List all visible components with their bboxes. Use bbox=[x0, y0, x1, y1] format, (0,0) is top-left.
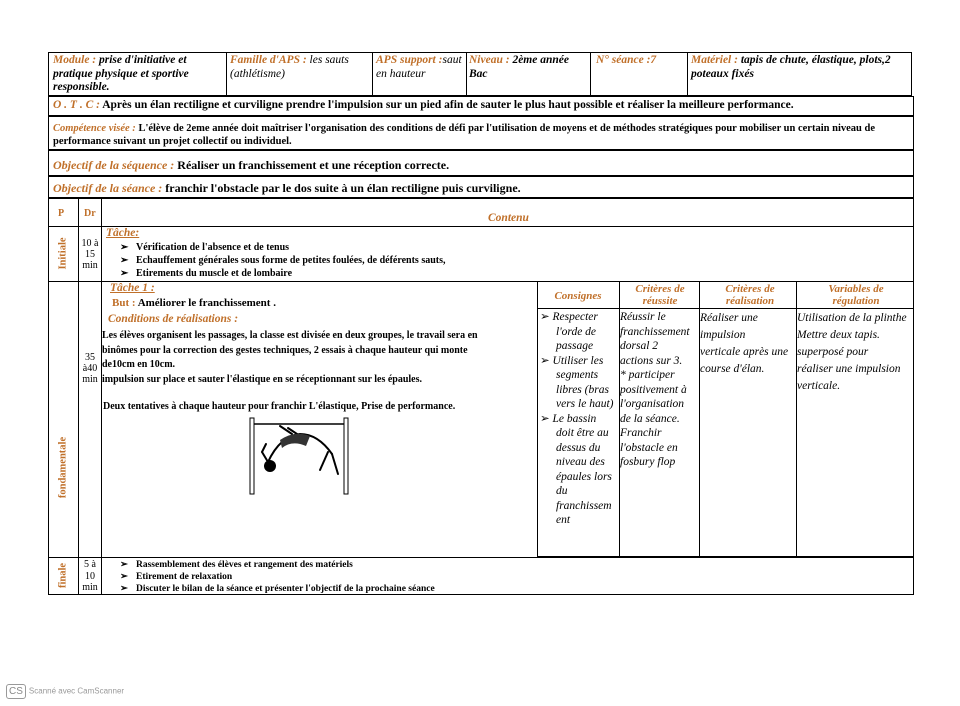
col-criteres-reussite: Critères de réussite bbox=[635, 283, 685, 307]
fond-but bbox=[112, 297, 276, 309]
consigne-line: épaules lors bbox=[556, 470, 612, 483]
otc-text: Après un élan rectiligne et curviligne prendre l'impulsion sur un pied afin de sauter le plus haut possible et réaliser la meilleure performance. bbox=[102, 99, 794, 111]
duree-finale-3: min bbox=[82, 582, 98, 593]
list-item: ➢ Etirement de relaxation bbox=[120, 572, 233, 582]
objectif-sequence-cell bbox=[53, 158, 449, 173]
reussite-line: l'organisation bbox=[620, 398, 685, 410]
header-p: P bbox=[58, 208, 65, 219]
conditions-label: Conditions de réalisations : bbox=[108, 313, 239, 325]
list-item: ➢ Echauffement générales sous forme de petites foulées, de déférents sauts, bbox=[120, 255, 446, 266]
list-item: ➢ Vérification de l'absence et de tenus bbox=[120, 242, 290, 253]
materiel-cell bbox=[691, 54, 909, 81]
phase-initiale: Initiale bbox=[57, 237, 69, 270]
arrow-icon: ➢ bbox=[540, 412, 550, 425]
reussite-line: * participer bbox=[620, 369, 675, 381]
reussite-line: fosbury flop bbox=[620, 456, 676, 468]
competence-label: Compétence visée : bbox=[53, 123, 136, 134]
otc-cell bbox=[53, 99, 913, 113]
module-label: Module : bbox=[53, 54, 97, 66]
seance-cell bbox=[596, 54, 686, 68]
consigne-line: niveau des bbox=[556, 456, 605, 468]
consigne-line: libres (bras bbox=[556, 383, 609, 396]
niveau-value: 2ème année Bac bbox=[469, 54, 569, 80]
variables-line: Utilisation de la plinthe bbox=[797, 312, 907, 324]
realisation-line: Réaliser une bbox=[700, 312, 758, 324]
realisation-line: course d'élan. bbox=[700, 363, 765, 375]
reussite-line: actions sur 3. bbox=[620, 354, 683, 367]
duree-initiale-1: 10 à bbox=[81, 238, 99, 249]
duree-initiale bbox=[79, 238, 101, 271]
aps-label: APS support : bbox=[376, 54, 443, 66]
col-consignes: Consignes bbox=[554, 290, 602, 302]
duree-fond-2: à40 bbox=[82, 363, 98, 374]
consigne-item: ➢ Le bassin bbox=[540, 412, 597, 425]
tentatives-text: Deux tentatives à chaque hauteur pour franchir L'élastique, Prise de performance. bbox=[103, 401, 456, 412]
arrow-icon: ➢ bbox=[120, 584, 128, 594]
arrow-icon: ➢ bbox=[120, 255, 129, 266]
reussite-line: franchissement bbox=[620, 325, 690, 338]
consigne-line: l'orde de bbox=[556, 325, 597, 338]
arrow-icon: ➢ bbox=[540, 354, 550, 367]
consigne-item: ➢ Respecter bbox=[540, 311, 598, 323]
camscanner-watermark bbox=[6, 684, 124, 699]
reussite-line: dorsal 2 bbox=[620, 340, 659, 352]
seance-label: N° séance : bbox=[596, 54, 651, 66]
arrow-icon: ➢ bbox=[540, 311, 550, 323]
conditions-line: binômes pour la correction des gestes techniques, 2 essais à chaque hauteur qui monte bbox=[102, 344, 468, 356]
variables-line: verticale. bbox=[797, 380, 841, 392]
objectif-seance-label: Objectif de la séance : bbox=[53, 181, 163, 195]
realisation-text bbox=[700, 310, 797, 378]
phase-fondamentale: fondamentale bbox=[57, 436, 69, 499]
arrow-icon: ➢ bbox=[120, 242, 129, 253]
initiale-list bbox=[120, 241, 446, 280]
camscanner-logo: CS bbox=[6, 684, 26, 699]
famille-value: les sauts (athlétisme) bbox=[230, 54, 349, 80]
module-cell bbox=[53, 54, 223, 95]
otc-label: O . T . C : bbox=[53, 99, 100, 111]
phase-finale: finale bbox=[57, 562, 69, 589]
variables-line: superposé pour bbox=[797, 346, 869, 358]
arrow-icon: ➢ bbox=[120, 560, 128, 570]
niveau-label: Niveau : bbox=[469, 54, 510, 66]
consigne-line: dessus du bbox=[556, 441, 601, 454]
famille-cell bbox=[230, 54, 370, 81]
consignes-list bbox=[540, 310, 613, 528]
competence-text: L'élève de 2eme année doit maîtriser l'organisation des conditions de défi par l'utilisation de moyens et de méthodes stratégiques pour mobiliser un certain niveau de performance suivant un projet collectif ou individuel. bbox=[53, 123, 875, 147]
objectif-seance-text: franchir l'obstacle par le dos suite à un élan rectiligne puis curviligne. bbox=[165, 181, 521, 195]
header-contenu: Contenu bbox=[488, 212, 529, 224]
initiale-tache-label: Tâche: bbox=[106, 227, 140, 239]
duree-finale-2: 10 bbox=[85, 570, 95, 582]
realisation-line: verticale après une bbox=[700, 346, 789, 358]
list-item: ➢ Etirements du muscle et de lombaire bbox=[120, 268, 293, 279]
consigne-line: vers le haut) bbox=[556, 398, 614, 410]
duree-fond-3: min bbox=[82, 374, 98, 385]
duree-finale-1: 5 à bbox=[84, 559, 96, 570]
arrow-icon: ➢ bbox=[120, 268, 129, 279]
module-value: prise d'initiative et pratique physique et sportive responsible. bbox=[53, 54, 189, 93]
objectif-sequence-text: Réaliser un franchissement et une réception correcte. bbox=[177, 158, 450, 172]
aps-cell bbox=[376, 54, 466, 81]
duree-initiale-2: 15 bbox=[85, 249, 95, 260]
objectif-seance-cell bbox=[53, 181, 521, 196]
list-item: ➢ Rassemblement des élèves et rangement des matériels bbox=[120, 560, 353, 570]
duree-finale bbox=[79, 559, 101, 594]
conditions-line: de10cm en 10cm. bbox=[102, 359, 176, 370]
conditions-line: impulsion sur place et sauter l'élastique en se réceptionnant sur les épaules. bbox=[102, 373, 423, 385]
competence-cell bbox=[53, 122, 911, 148]
duree-initiale-3: min bbox=[82, 260, 98, 271]
duree-fond-1: 35 bbox=[85, 352, 95, 363]
famille-label: Famille d'APS : bbox=[230, 54, 307, 66]
consigne-line: passage bbox=[556, 340, 594, 352]
arrow-icon: ➢ bbox=[120, 572, 128, 582]
camscanner-text: Scanné avec CamScanner bbox=[28, 686, 125, 696]
conditions-line: Les élèves organisent les passages, la classe est divisée en deux groupes, le travail sera en bbox=[102, 330, 478, 341]
reussite-text bbox=[620, 310, 700, 470]
conditions-text bbox=[102, 329, 536, 387]
but-label: But : bbox=[112, 297, 136, 309]
materiel-label: Matériel : bbox=[691, 54, 738, 66]
niveau-cell bbox=[469, 54, 587, 81]
high-jump-illustration bbox=[240, 414, 360, 496]
realisation-line: impulsion bbox=[700, 329, 746, 341]
reussite-line: de la séance. bbox=[620, 412, 680, 425]
objectif-sequence-label: Objectif de la séquence : bbox=[53, 158, 175, 172]
variables-line: Mettre deux tapis. bbox=[797, 329, 880, 341]
reussite-line: Réussir le bbox=[620, 311, 666, 323]
finale-list bbox=[120, 559, 435, 595]
consigne-line: segments bbox=[556, 369, 599, 381]
reussite-line: positivement à bbox=[620, 383, 687, 396]
seance-value: 7 bbox=[650, 54, 657, 66]
materiel-value: tapis de chute, élastique, plots,2 poteaux fixés bbox=[691, 54, 891, 80]
col-criteres-realisation: Critères de réalisation bbox=[725, 283, 775, 307]
list-item: ➢ Discuter le bilan de la séance et présenter l'objectif de la prochaine séance bbox=[120, 584, 435, 594]
consigne-line: ent bbox=[556, 514, 571, 526]
consigne-item: ➢ Utiliser les bbox=[540, 354, 604, 367]
col-variables: Variables de régulation bbox=[828, 283, 884, 307]
aps-value: saut en hauteur bbox=[376, 54, 462, 80]
but-text: Améliorer le franchissement . bbox=[137, 297, 276, 309]
variables-line: réaliser une impulsion bbox=[797, 363, 901, 375]
reussite-line: l'obstacle en bbox=[620, 441, 678, 454]
consigne-line: franchissem bbox=[556, 499, 612, 512]
fond-tache-label: Tâche 1 : bbox=[110, 282, 155, 294]
variables-text bbox=[797, 310, 913, 395]
duree-fondamentale bbox=[79, 352, 101, 385]
consigne-line: doit être au bbox=[556, 427, 609, 439]
reussite-line: Franchir bbox=[620, 427, 662, 439]
consigne-line: du bbox=[556, 485, 568, 497]
header-dr: Dr bbox=[84, 208, 96, 219]
